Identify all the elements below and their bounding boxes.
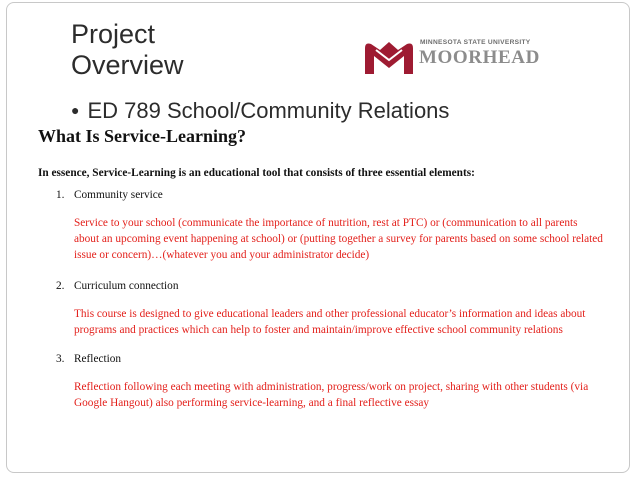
logo-university-small: MINNESOTA STATE UNIVERSITY [420,39,531,46]
intro-text: In essence, Service-Learning is an educational tool that consists of three essential elements: [38,167,475,179]
element-item-curriculum-connection [56,279,604,338]
service-learning-heading: What Is Service-Learning? [38,126,246,146]
bullet-dot-icon: ● [71,102,80,118]
element-title: Community service [74,189,163,201]
course-bullet [71,98,449,124]
slide-title-line-1: Project [71,19,156,49]
slide-title-line-2: Overview [71,50,184,80]
essential-elements-list [56,188,604,411]
course-bullet-text: ED 789 School/Community Relations [87,98,450,123]
element-item-community-service [56,188,604,263]
element-title: Curriculum connection [74,280,179,292]
element-description: This course is designed to give educational leaders and other professional educator’s information and ideas about programs and practices which can help to foster and maintain/improve effective school community relations [74,308,586,336]
msum-m-logo-icon [362,38,416,78]
element-number: 2. [56,280,65,292]
university-logo [362,38,562,78]
element-number: 3. [56,353,65,365]
logo-university-big: MOORHEAD [419,47,540,68]
element-number: 1. [56,189,65,201]
element-description: Service to your school (communicate the importance of nutrition, rest at PTC) or (communication to all parents about an upcoming event happening at school) or (putting together a survey for parents based on some school related issue or concern)…(whatever you and your administrator decide) [74,217,603,261]
element-title: Reflection [74,353,122,365]
slide-title [71,19,184,81]
element-description: Reflection following each meeting with administration, progress/work on project, sharing with other students (via Google Hangout) also performing service-learning, and a final reflective essay [74,381,589,409]
element-item-reflection [56,352,604,411]
